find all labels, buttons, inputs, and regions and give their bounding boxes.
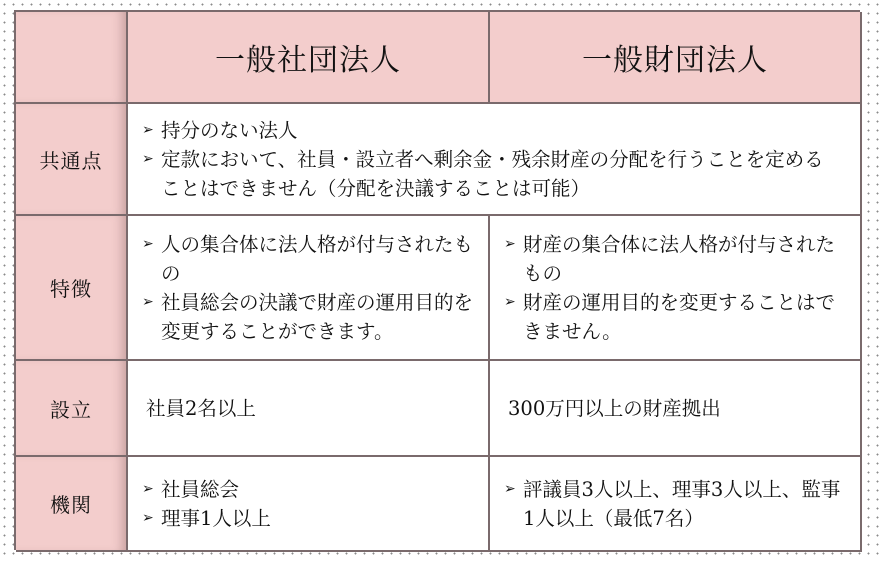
comparison-table: [14, 10, 860, 550]
list-item-text: 人の集合体に法人格が付与されたもの: [161, 232, 474, 285]
list-item: [142, 145, 852, 203]
list-item: [504, 230, 852, 288]
arrow-bullet-icon: ➢: [142, 480, 154, 497]
row-label-features: 特徴: [16, 216, 128, 361]
row-label-common: 共通点: [16, 104, 128, 216]
list-item-text: 持分のない法人: [161, 118, 298, 142]
list-item-text: 理事1人以上: [161, 506, 271, 530]
establishment-association-cell: [128, 361, 490, 457]
row-label-establishment: 設立: [16, 361, 128, 457]
header-general-incorporated-foundation: 一般財団法人: [490, 12, 862, 104]
list-item-text: 財産の運用目的を変更することはできません。: [523, 290, 836, 343]
list-item: [504, 288, 852, 346]
list-item: [142, 475, 480, 504]
list-item: [142, 288, 480, 346]
list-item: [142, 116, 852, 145]
arrow-bullet-icon: ➢: [142, 293, 154, 310]
common-points-cell: [128, 104, 862, 216]
establishment-foundation-text: 300万円以上の財産拠出: [508, 396, 721, 420]
arrow-bullet-icon: ➢: [142, 150, 154, 167]
list-item-text: 財産の集合体に法人格が付与されたもの: [523, 232, 836, 285]
list-item-text: 社員総会の決議で財産の運用目的を変更することができます。: [161, 290, 474, 343]
features-foundation-cell: [490, 216, 862, 361]
establishment-association-text: 社員2名以上: [146, 396, 256, 420]
features-association-cell: [128, 216, 490, 361]
organs-foundation-cell: [490, 457, 862, 552]
establishment-foundation-cell: [490, 361, 862, 457]
arrow-bullet-icon: ➢: [142, 509, 154, 526]
arrow-bullet-icon: ➢: [142, 121, 154, 138]
organs-association-cell: [128, 457, 490, 552]
arrow-bullet-icon: ➢: [504, 480, 516, 497]
list-item-text: 評議員3人以上、理事3人以上、監事1人以上（最低7名）: [523, 477, 841, 530]
corner-cell: [16, 12, 128, 104]
arrow-bullet-icon: ➢: [504, 293, 516, 310]
list-item: [142, 504, 480, 533]
arrow-bullet-icon: ➢: [504, 235, 516, 252]
row-label-organs: 機関: [16, 457, 128, 552]
list-item: [504, 475, 852, 533]
header-general-incorporated-association: 一般社団法人: [128, 12, 490, 104]
list-item: [142, 230, 480, 288]
arrow-bullet-icon: ➢: [142, 235, 154, 252]
list-item-text: 社員総会: [161, 477, 240, 501]
list-item-text: 定款において、社員・設立者へ剰余金・残余財産の分配を行うことを定めることはできません（分配を決議することは可能）: [161, 147, 824, 200]
